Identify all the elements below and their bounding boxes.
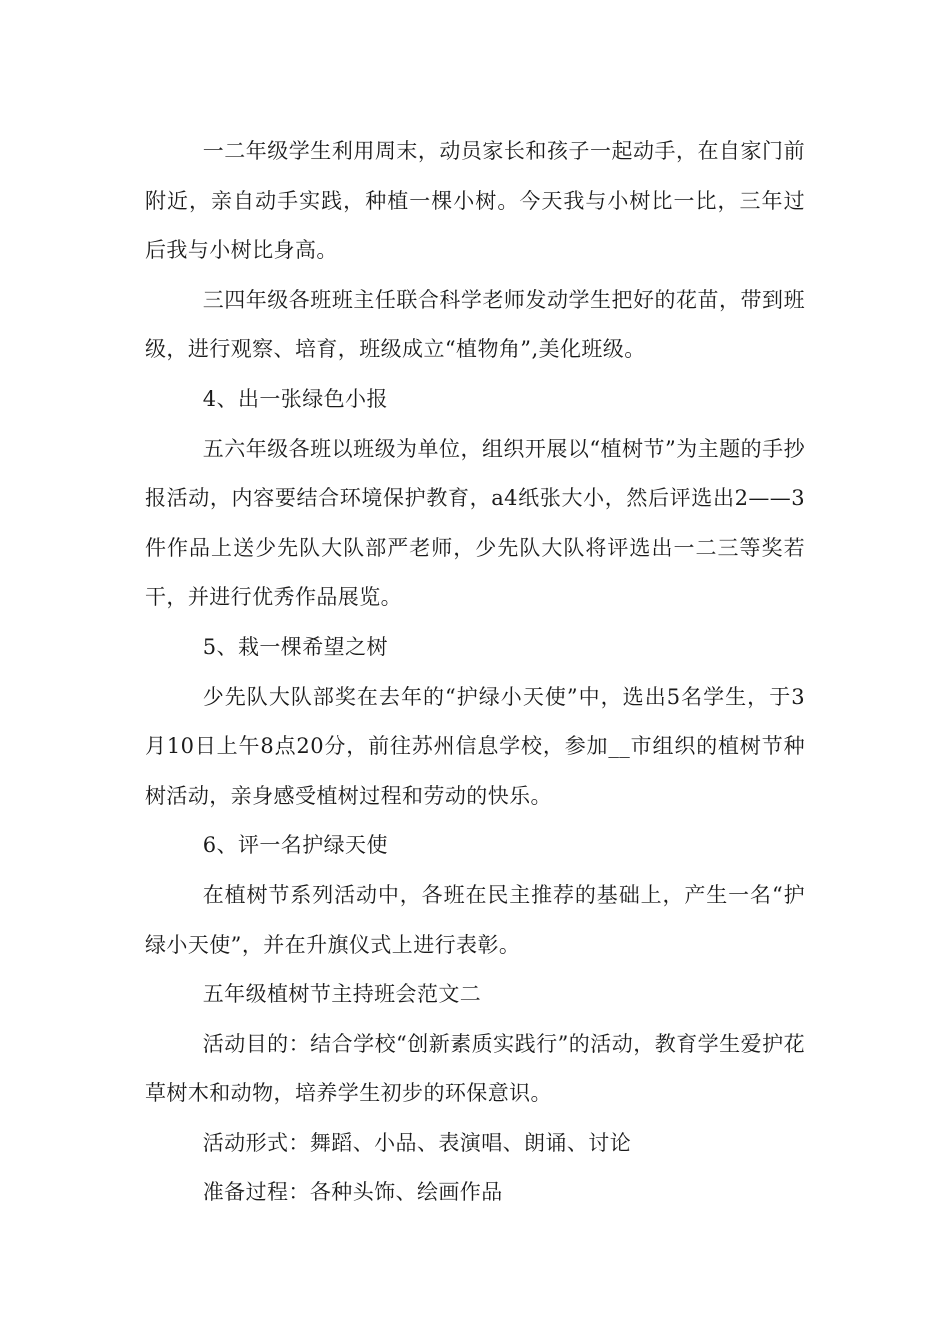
sample-title-2: 五年级植树节主持班会范文二 bbox=[202, 982, 482, 1007]
paragraph-green-angel-selection: 在植树节系列活动中，各班在民主推荐的基础上，产生一名“护绿小天使”，并在升旗仪式上进行表彰。 bbox=[145, 882, 805, 957]
paragraph-preparation: 准备过程：各种头饰、绘画作品 bbox=[202, 1180, 503, 1205]
section-heading-4: 4、出一张绿色小报 bbox=[202, 386, 388, 411]
paragraph-grade-5-6-newspaper: 五六年级各班以班级为单位，组织开展以“植树节”为主题的手抄报活动，内容要结合环境保护教育，a4纸张大小，然后评选出2——3件作品上送少先队大队部严老师，少先队大队将评选出一二三等奖若干，并进行优秀作品展览。 bbox=[145, 436, 805, 610]
document-body bbox=[145, 127, 805, 1218]
paragraph-tree-planting-trip: 少先队大队部奖在去年的“护绿小天使”中，选出5名学生，于3月10日上午8点20分，前往苏州信息学校，参加__市组织的植树节种树活动，亲身感受植树过程和劳动的快乐。 bbox=[145, 684, 805, 808]
paragraph-activity-format: 活动形式：舞蹈、小品、表演唱、朗诵、讨论 bbox=[202, 1130, 632, 1155]
paragraph-grade-3-4-plant-corner: 三四年级各班班主任联合科学老师发动学生把好的花苗，带到班级，进行观察、培育，班级成立“植物角”,美化班级。 bbox=[145, 287, 805, 362]
section-heading-6: 6、评一名护绿天使 bbox=[202, 833, 388, 858]
paragraph-activity-goal: 活动目的：结合学校“创新素质实践行”的活动，教育学生爱护花草树木和动物，培养学生初步的环保意识。 bbox=[145, 1031, 805, 1106]
section-heading-5: 5、栽一棵希望之树 bbox=[202, 634, 388, 659]
paragraph-grade-1-2-planting: 一二年级学生利用周末，动员家长和孩子一起动手，在自家门前附近，亲自动手实践，种植一棵小树。今天我与小树比一比，三年过后我与小树比身高。 bbox=[145, 139, 805, 263]
